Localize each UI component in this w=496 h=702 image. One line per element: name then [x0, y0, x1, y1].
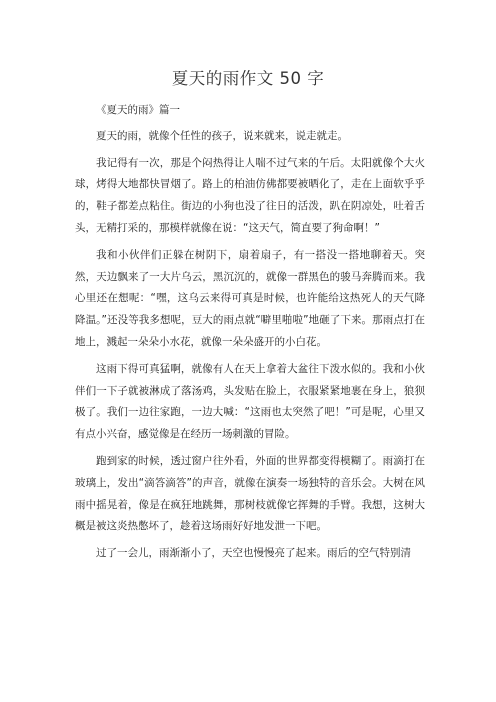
- paragraph-1: 夏天的雨，就像个任性的孩子，说来就来，说走就走。: [96, 129, 348, 142]
- page-title: 夏天的雨作文 50 字: [171, 69, 325, 88]
- document-body: [75, 100, 425, 570]
- section-heading: 《夏天的雨》篇一: [96, 104, 180, 116]
- paragraph-4: 这雨下得可真猛啊，就像有人在天上拿着大盆往下泼水似的。我和小伙伴们一下子就被淋成了落汤鸡，头发贴在脸上，衣服紧紧地裹在身上，狼狈极了。我们一边往家跑，一边大喊：“这雨也太突然了吧！”可是呢，心里又有点小兴奋，感觉像是在经历一场刺激的冒险。: [75, 362, 425, 441]
- paragraph-3: 我和小伙伴们正躲在树阴下，扇着扇子，有一搭没一搭地聊着天。突然，天边飘来了一大片乌云，黑沉沉的，就像一群黑色的骏马奔腾而来。我心里还在想呢：“嘿，这乌云来得可真是时候，也许能给这热死人的天气降降温。”还没等我多想呢，豆大的雨点就“噼里啪啦”地砸了下来。那雨点打在地上，溅起一朵朵小水花，就像一朵朵盛开的小白花。: [75, 248, 425, 348]
- paragraph-2: 我记得有一次，那是个闷热得让人喘不过气来的午后。太阳就像个大火球，烤得大地都快冒烟了。路上的柏油仿佛都要被晒化了，走在上面软乎乎的，鞋子都差点粘住。街边的小狗也没了往日的活泼，趴在阴凉处，吐着舌头，无精打采的，那模样就像在说：“这天气，简直要了狗命啊！”: [75, 156, 425, 234]
- paragraph-5: 跑到家的时候，透过窗户往外看，外面的世界都变得模糊了。雨滴打在玻璃上，发出“滴答滴答”的声音，就像在演奏一场独特的音乐会。大树在风雨中摇晃着，像是在疯狂地跳舞，那树枝就像它挥舞的手臂。我想，这树大概是被这炎热憋坏了，趁着这场雨好好地发泄一下吧。: [75, 454, 425, 533]
- paragraph-6: 过了一会儿，雨渐渐小了，天空也慢慢亮了起来。雨后的空气特别清: [96, 547, 411, 560]
